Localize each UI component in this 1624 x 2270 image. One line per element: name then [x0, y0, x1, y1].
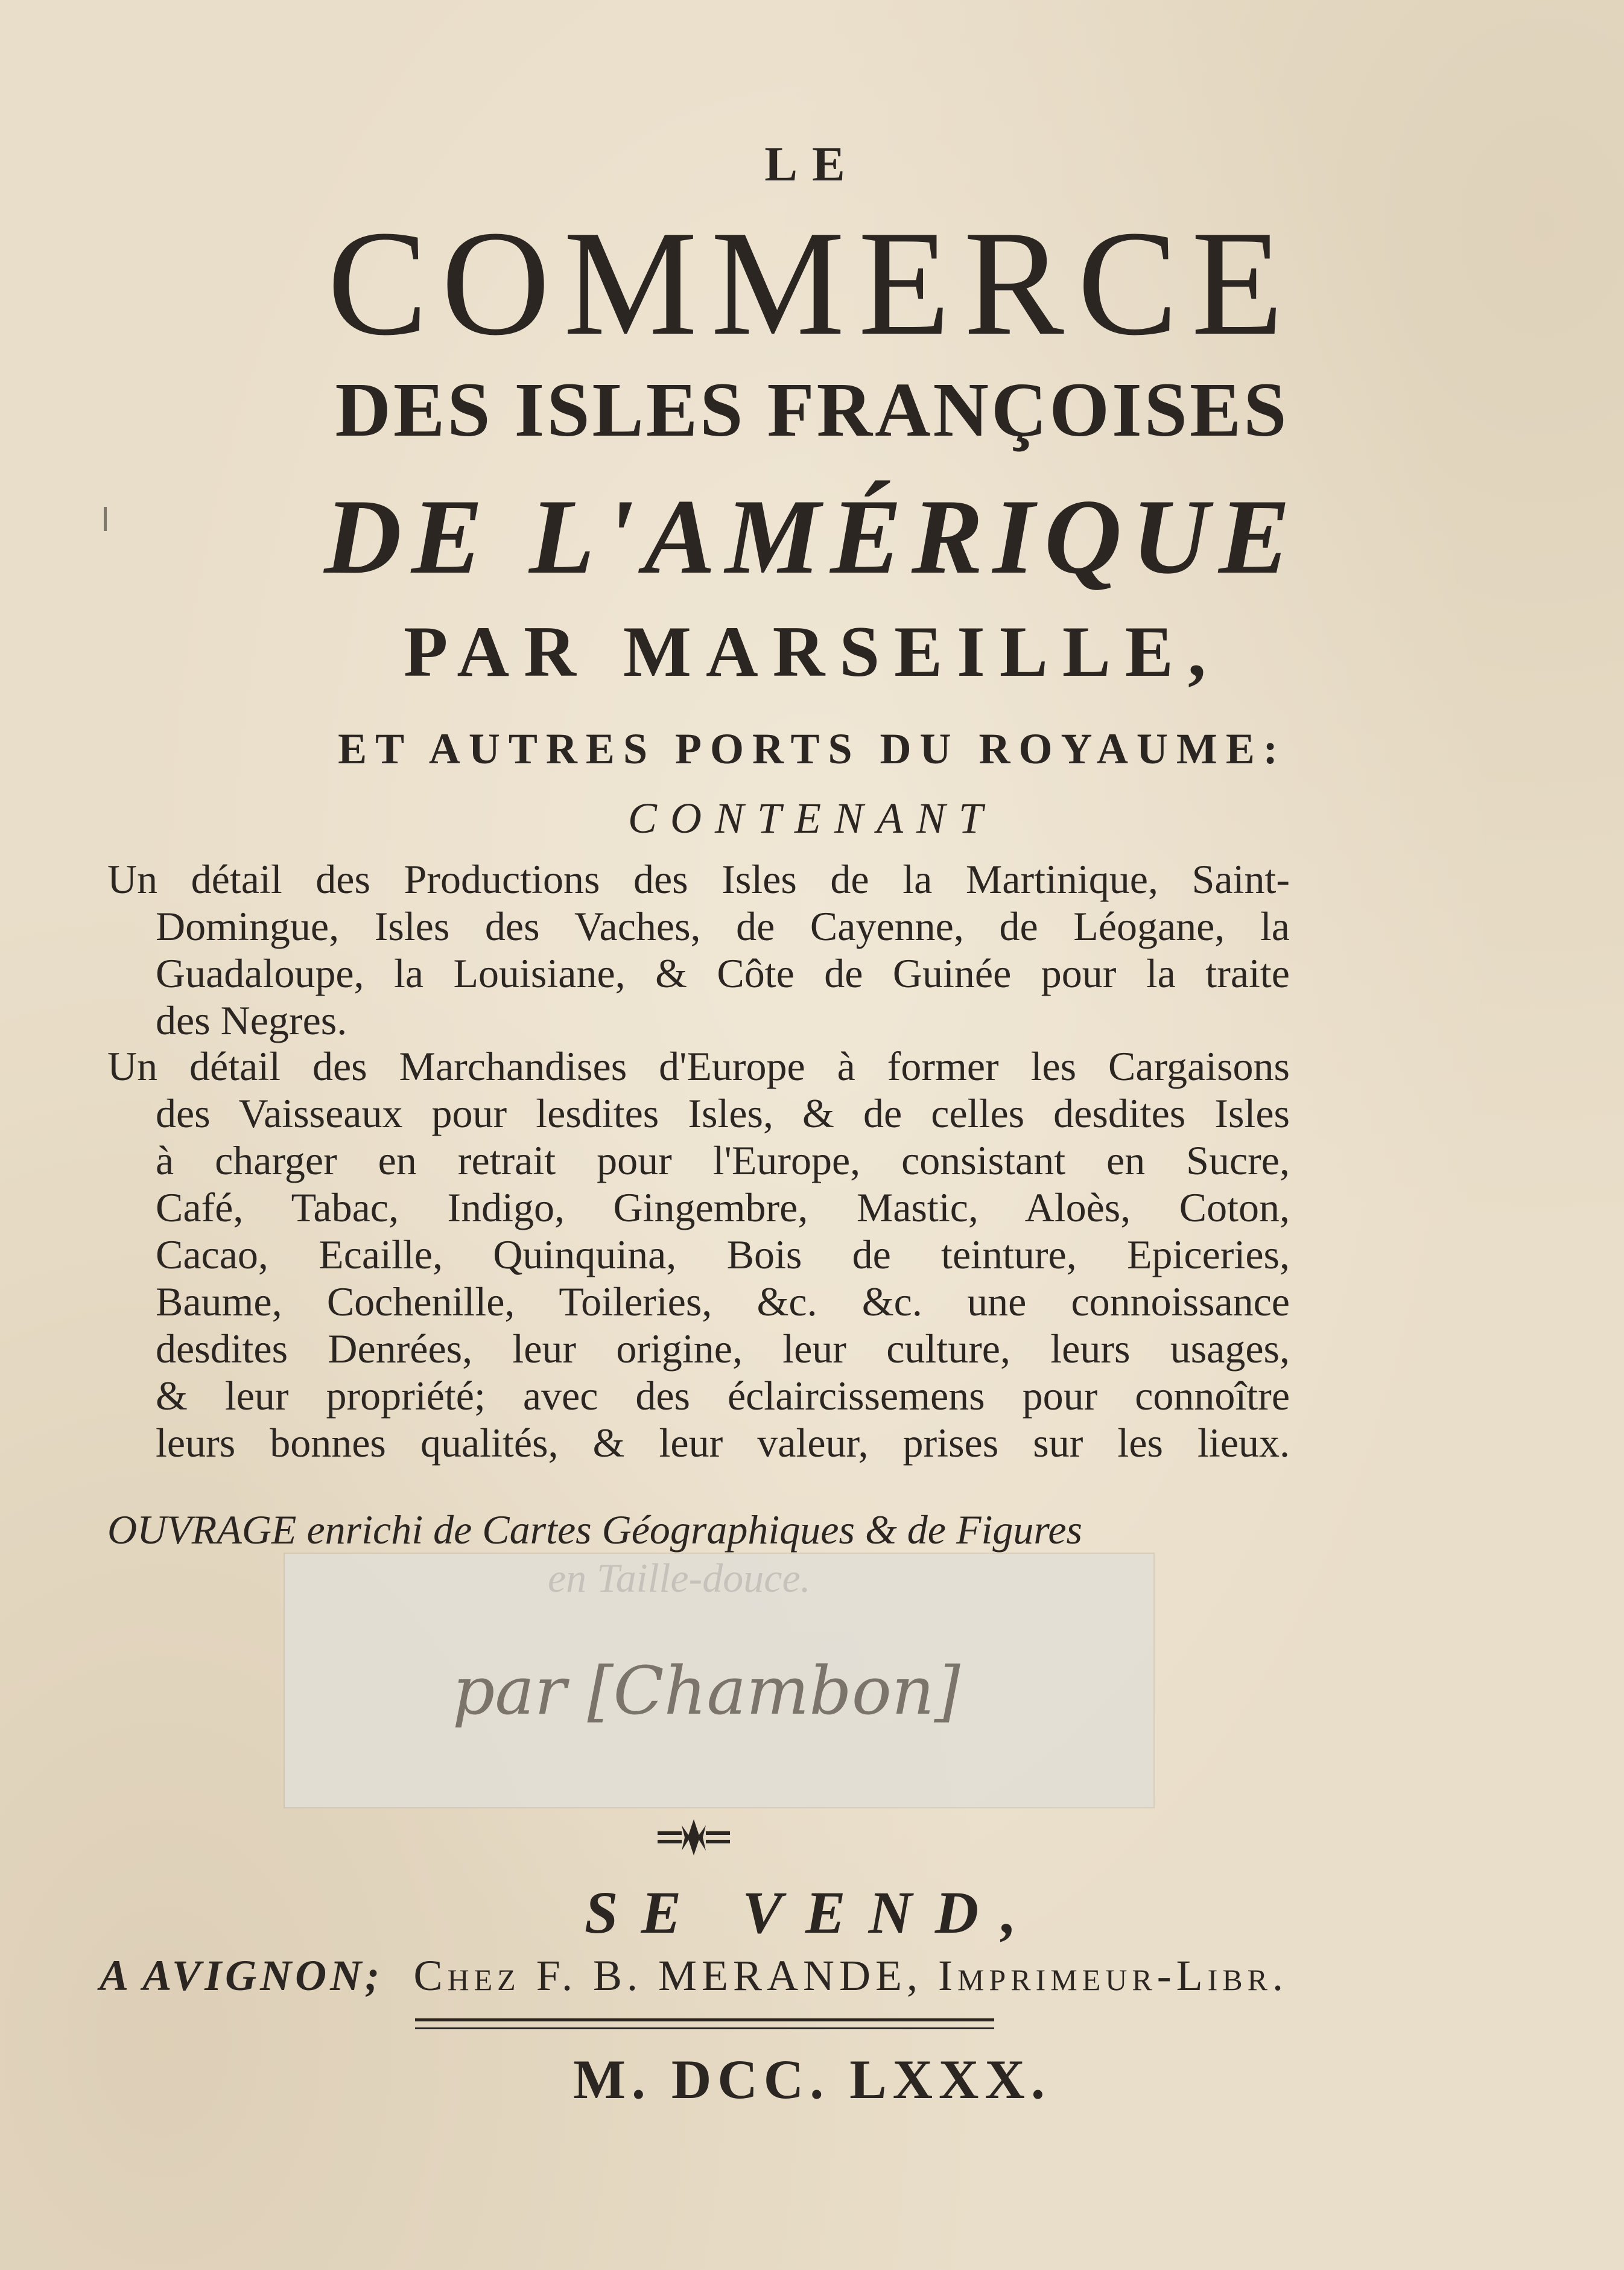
title-line-isles: DES ISLES FRANÇOISES: [335, 367, 1289, 453]
imprint-printer: Chez F. B. MERANDE, Imprimeur-Libr.: [413, 1951, 1288, 2000]
double-rule-bottom: [415, 2027, 994, 2029]
publication-date: M. DCC. LXXX.: [573, 2049, 1051, 2110]
contents-paragraph-1: [107, 856, 1290, 1044]
paragraph-line: des Vaisseaux pour lesdites Isles, & de celles desdites Isles: [156, 1090, 1290, 1136]
paragraph-line: & leur propriété; avec des éclaircissemens pour connoître: [156, 1373, 1290, 1419]
title-article: LE: [764, 136, 860, 191]
title-line-amerique: DE L'AMÉRIQUE: [324, 477, 1300, 596]
se-vend: SE VEND,: [584, 1879, 1040, 1946]
imprint-place: A AVIGNON;: [100, 1951, 384, 2000]
paragraph-line: Café, Tabac, Indigo, Gingembre, Mastic, Aloès, Coton,: [156, 1184, 1290, 1230]
contents-paragraph-2: [107, 1043, 1290, 1466]
paragraph-line: Domingue, Isles des Vaches, de Cayenne, de Léogane, la: [156, 903, 1290, 949]
paragraph-line: desdites Denrées, leur origine, leur culture, leurs usages,: [156, 1326, 1290, 1372]
paragraph-line: des Negres.: [156, 997, 347, 1043]
fleuron-ornament: [652, 1813, 736, 1861]
contenant-heading: CONTENANT: [627, 794, 997, 842]
imprint-line: [100, 1951, 1288, 2000]
paragraph-line: Un détail des Productions des Isles de la Martinique, Saint-: [107, 856, 1290, 902]
double-rule-top: [415, 2018, 994, 2021]
handwritten-attribution: [446, 1623, 989, 1768]
handwritten-attribution-text: par [Chambon]: [452, 1652, 960, 1729]
title-line-marseille: PAR MARSEILLE,: [404, 611, 1220, 691]
paragraph-line: à charger en retrait pour l'Europe, consistant en Sucre,: [156, 1137, 1290, 1183]
main-title: COMMERCE: [327, 200, 1297, 367]
paragraph-line: Guadaloupe, la Louisiane, & Côte de Guinée pour la traite: [156, 950, 1290, 996]
paragraph-line: Baume, Cochenille, Toileries, &c. &c. une connoissance: [156, 1279, 1290, 1324]
paragraph-line: Cacao, Ecaille, Quinquina, Bois de teinture, Epiceries,: [156, 1232, 1290, 1277]
title-line-ports: ET AUTRES PORTS DU ROYAUME:: [338, 725, 1286, 773]
ouvrage-line: OUVRAGE enrichi de Cartes Géographiques & de Figures: [107, 1507, 1082, 1553]
paragraph-line: leurs bonnes qualités, & leur valeur, prises sur les lieux.: [156, 1420, 1290, 1466]
paragraph-line: Un détail des Marchandises d'Europe à former les Cargaisons: [107, 1043, 1290, 1089]
